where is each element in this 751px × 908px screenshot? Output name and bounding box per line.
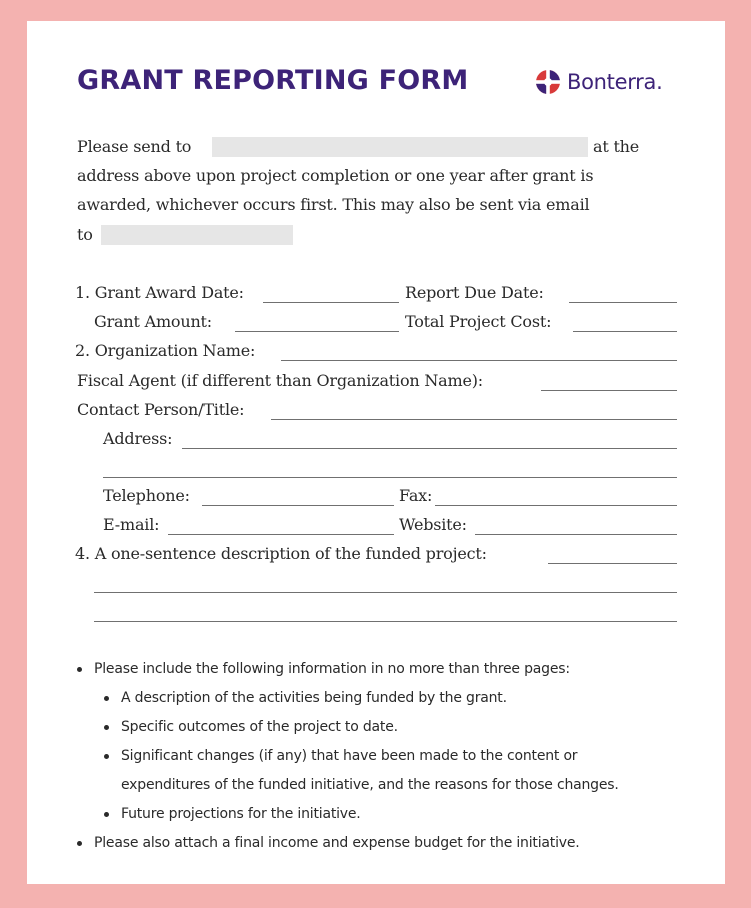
- telephone-field[interactable]: [202, 505, 394, 506]
- fiscal-agent-field[interactable]: [541, 390, 677, 391]
- fiscal-agent-label: Fiscal Agent (if different than Organization Name):: [77, 371, 483, 390]
- form-title: GRANT REPORTING FORM: [77, 65, 469, 96]
- intro-line-2: address above upon project completion or one year after grant is: [77, 166, 594, 185]
- description-field-line-3[interactable]: [94, 621, 677, 622]
- grant-award-date-field[interactable]: [263, 302, 399, 303]
- instruction-sub-3: Significant changes (if any) that have been made to the content or: [121, 748, 578, 764]
- intro-send-to: Please send to: [77, 137, 192, 156]
- report-due-date-label: Report Due Date:: [405, 283, 544, 302]
- description-label: 4. A one-sentence description of the funded project:: [75, 544, 487, 563]
- bonterra-logo-icon: [535, 69, 561, 95]
- bonterra-logo-text: Bonterra.: [567, 70, 663, 94]
- report-due-date-field[interactable]: [569, 302, 677, 303]
- bullet-dot: [77, 667, 82, 672]
- description-field[interactable]: [548, 563, 677, 564]
- address-field-line-2[interactable]: [103, 477, 677, 478]
- intro-to: to: [77, 225, 93, 244]
- instruction-item-2: Please also attach a final income and expense budget for the initiative.: [94, 835, 580, 851]
- bullet-dot: [104, 812, 109, 817]
- bullet-dot: [104, 696, 109, 701]
- website-label: Website:: [399, 515, 467, 534]
- bonterra-logo: [535, 69, 662, 95]
- instruction-sub-3-cont: expenditures of the funded initiative, and the reasons for those changes.: [121, 777, 619, 793]
- total-project-cost-field[interactable]: [573, 331, 677, 332]
- grant-amount-field[interactable]: [235, 331, 399, 332]
- contact-person-field[interactable]: [271, 419, 677, 420]
- bullet-dot: [77, 841, 82, 846]
- website-field[interactable]: [475, 534, 677, 535]
- organization-name-field[interactable]: [281, 360, 677, 361]
- instruction-sub-1: A description of the activities being funded by the grant.: [121, 690, 507, 706]
- bullet-dot: [104, 754, 109, 759]
- redacted-address: [212, 137, 588, 157]
- grant-award-date-label: 1. Grant Award Date:: [75, 283, 244, 302]
- fax-field[interactable]: [435, 505, 677, 506]
- contact-person-label: Contact Person/Title:: [77, 400, 245, 419]
- redacted-email: [101, 225, 293, 245]
- fax-label: Fax:: [399, 486, 433, 505]
- address-label: Address:: [103, 429, 173, 448]
- telephone-label: Telephone:: [103, 486, 190, 505]
- email-label: E-mail:: [103, 515, 160, 534]
- instruction-item-1: Please include the following information in no more than three pages:: [94, 661, 570, 677]
- bullet-dot: [104, 725, 109, 730]
- grant-amount-label: Grant Amount:: [94, 312, 212, 331]
- intro-at-the: at the: [593, 137, 640, 156]
- organization-name-label: 2. Organization Name:: [75, 341, 256, 360]
- email-field[interactable]: [168, 534, 394, 535]
- form-page: [27, 21, 725, 884]
- total-project-cost-label: Total Project Cost:: [405, 312, 552, 331]
- instruction-sub-2: Specific outcomes of the project to date.: [121, 719, 398, 735]
- instruction-sub-4: Future projections for the initiative.: [121, 806, 361, 822]
- address-field[interactable]: [182, 448, 677, 449]
- description-field-line-2[interactable]: [94, 592, 677, 593]
- intro-line-3: awarded, whichever occurs first. This may also be sent via email: [77, 195, 590, 214]
